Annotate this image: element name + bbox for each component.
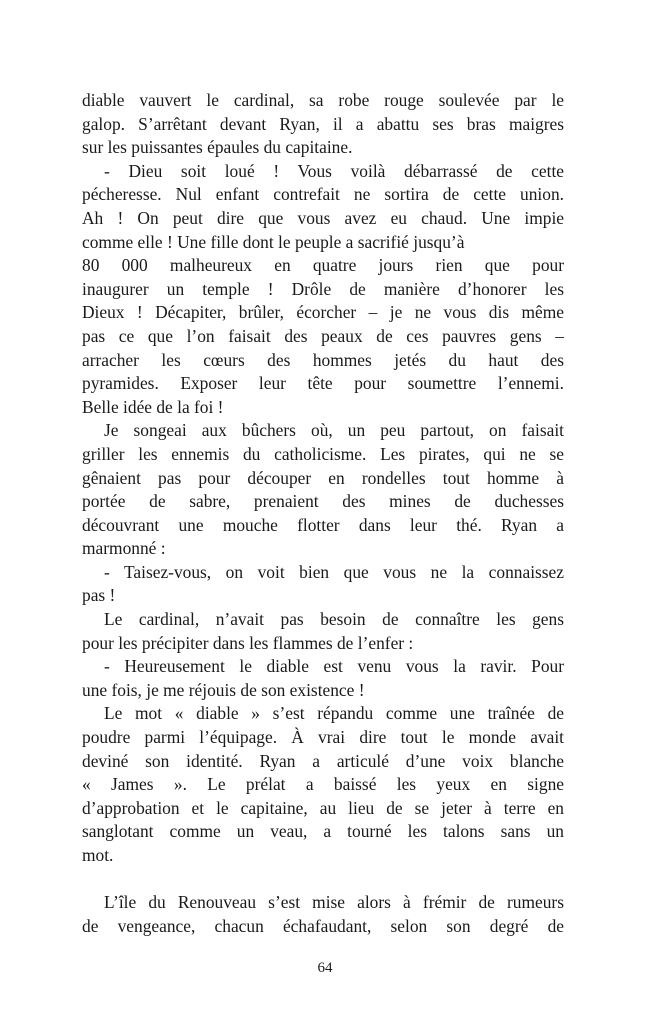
text-line: Dieux ! Décapiter, brûler, écorcher – je ne vous dis même — [82, 302, 564, 323]
text-line: une fois, je me réjouis de son existence ! — [82, 679, 365, 700]
text-line: portée de sabre, prenaient des mines de duchesses — [82, 491, 564, 512]
text-line: - Taisez-vous, on voit bien que vous ne la connaissez — [104, 561, 564, 582]
text-line: L’île du Renouveau s’est mise alors à frémir de rumeurs — [104, 892, 564, 913]
text-line: Belle idée de la foi ! — [82, 396, 224, 417]
text-line: de vengeance, chacun échafaudant, selon son degré de — [82, 915, 564, 936]
text-line: inaugurer un temple ! Drôle de manière d’honorer les — [82, 278, 564, 299]
body-text — [82, 89, 564, 938]
text-line: Le mot « diable » s’est répandu comme une traînée de — [104, 703, 564, 724]
text-line: pas ! — [82, 585, 116, 606]
text-line: Je songeai aux bûchers où, un peu partout, on faisait — [104, 420, 564, 441]
text-line: arracher les cœurs des hommes jetés du haut des — [82, 349, 564, 370]
text-line: comme elle ! Une fille dont le peuple a sacrifié jusqu’à — [82, 231, 465, 252]
page-number: 64 — [317, 960, 333, 976]
blank-line — [82, 868, 564, 892]
text-line: galop. S’arrêtant devant Ryan, il a abattu ses bras maigres — [82, 113, 564, 134]
text-line: poudre parmi l’équipage. À vrai dire tout le monde avait — [82, 727, 564, 748]
text-line: pyramides. Exposer leur tête pour soumettre l’ennemi. — [82, 373, 564, 394]
text-line: deviné son identité. Ryan a articulé d’une voix blanche — [82, 750, 564, 771]
text-line: pécheresse. Nul enfant contrefait ne sortira de cette union. — [82, 184, 564, 205]
text-line: sanglotant comme un veau, a tourné les talons sans un — [82, 821, 564, 842]
text-line: pour les précipiter dans les flammes de l’enfer : — [82, 632, 414, 653]
text-line: Ah ! On peut dire que vous avez eu chaud. Une impie — [82, 207, 564, 228]
text-line: - Heureusement le diable est venu vous la ravir. Pour — [104, 656, 564, 677]
text-line: 80 000 malheureux en quatre jours rien que pour — [82, 255, 564, 276]
text-line: - Dieu soit loué ! Vous voilà débarrassé de cette — [104, 160, 564, 181]
text-line: pas ce que l’on faisait des peaux de ces pauvres gens – — [82, 325, 564, 346]
text-line: marmonné : — [82, 538, 166, 559]
text-line: « James ». Le prélat a baissé les yeux en signe — [82, 774, 564, 795]
text-line: sur les puissantes épaules du capitaine. — [82, 137, 353, 158]
text-line: mot. — [82, 845, 114, 865]
text-line: d’approbation et le capitaine, au lieu de se jeter à terre en — [82, 797, 564, 818]
text-line: griller les ennemis du catholicisme. Les pirates, qui ne se — [82, 443, 564, 464]
text-line: découvrant une mouche flotter dans leur thé. Ryan a — [82, 514, 564, 535]
text-line: gênaient pas pour découper en rondelles tout homme à — [82, 467, 564, 488]
text-line: diable vauvert le cardinal, sa robe rouge soulevée par le — [82, 90, 564, 110]
text-line: Le cardinal, n’avait pas besoin de connaître les gens — [104, 609, 564, 630]
